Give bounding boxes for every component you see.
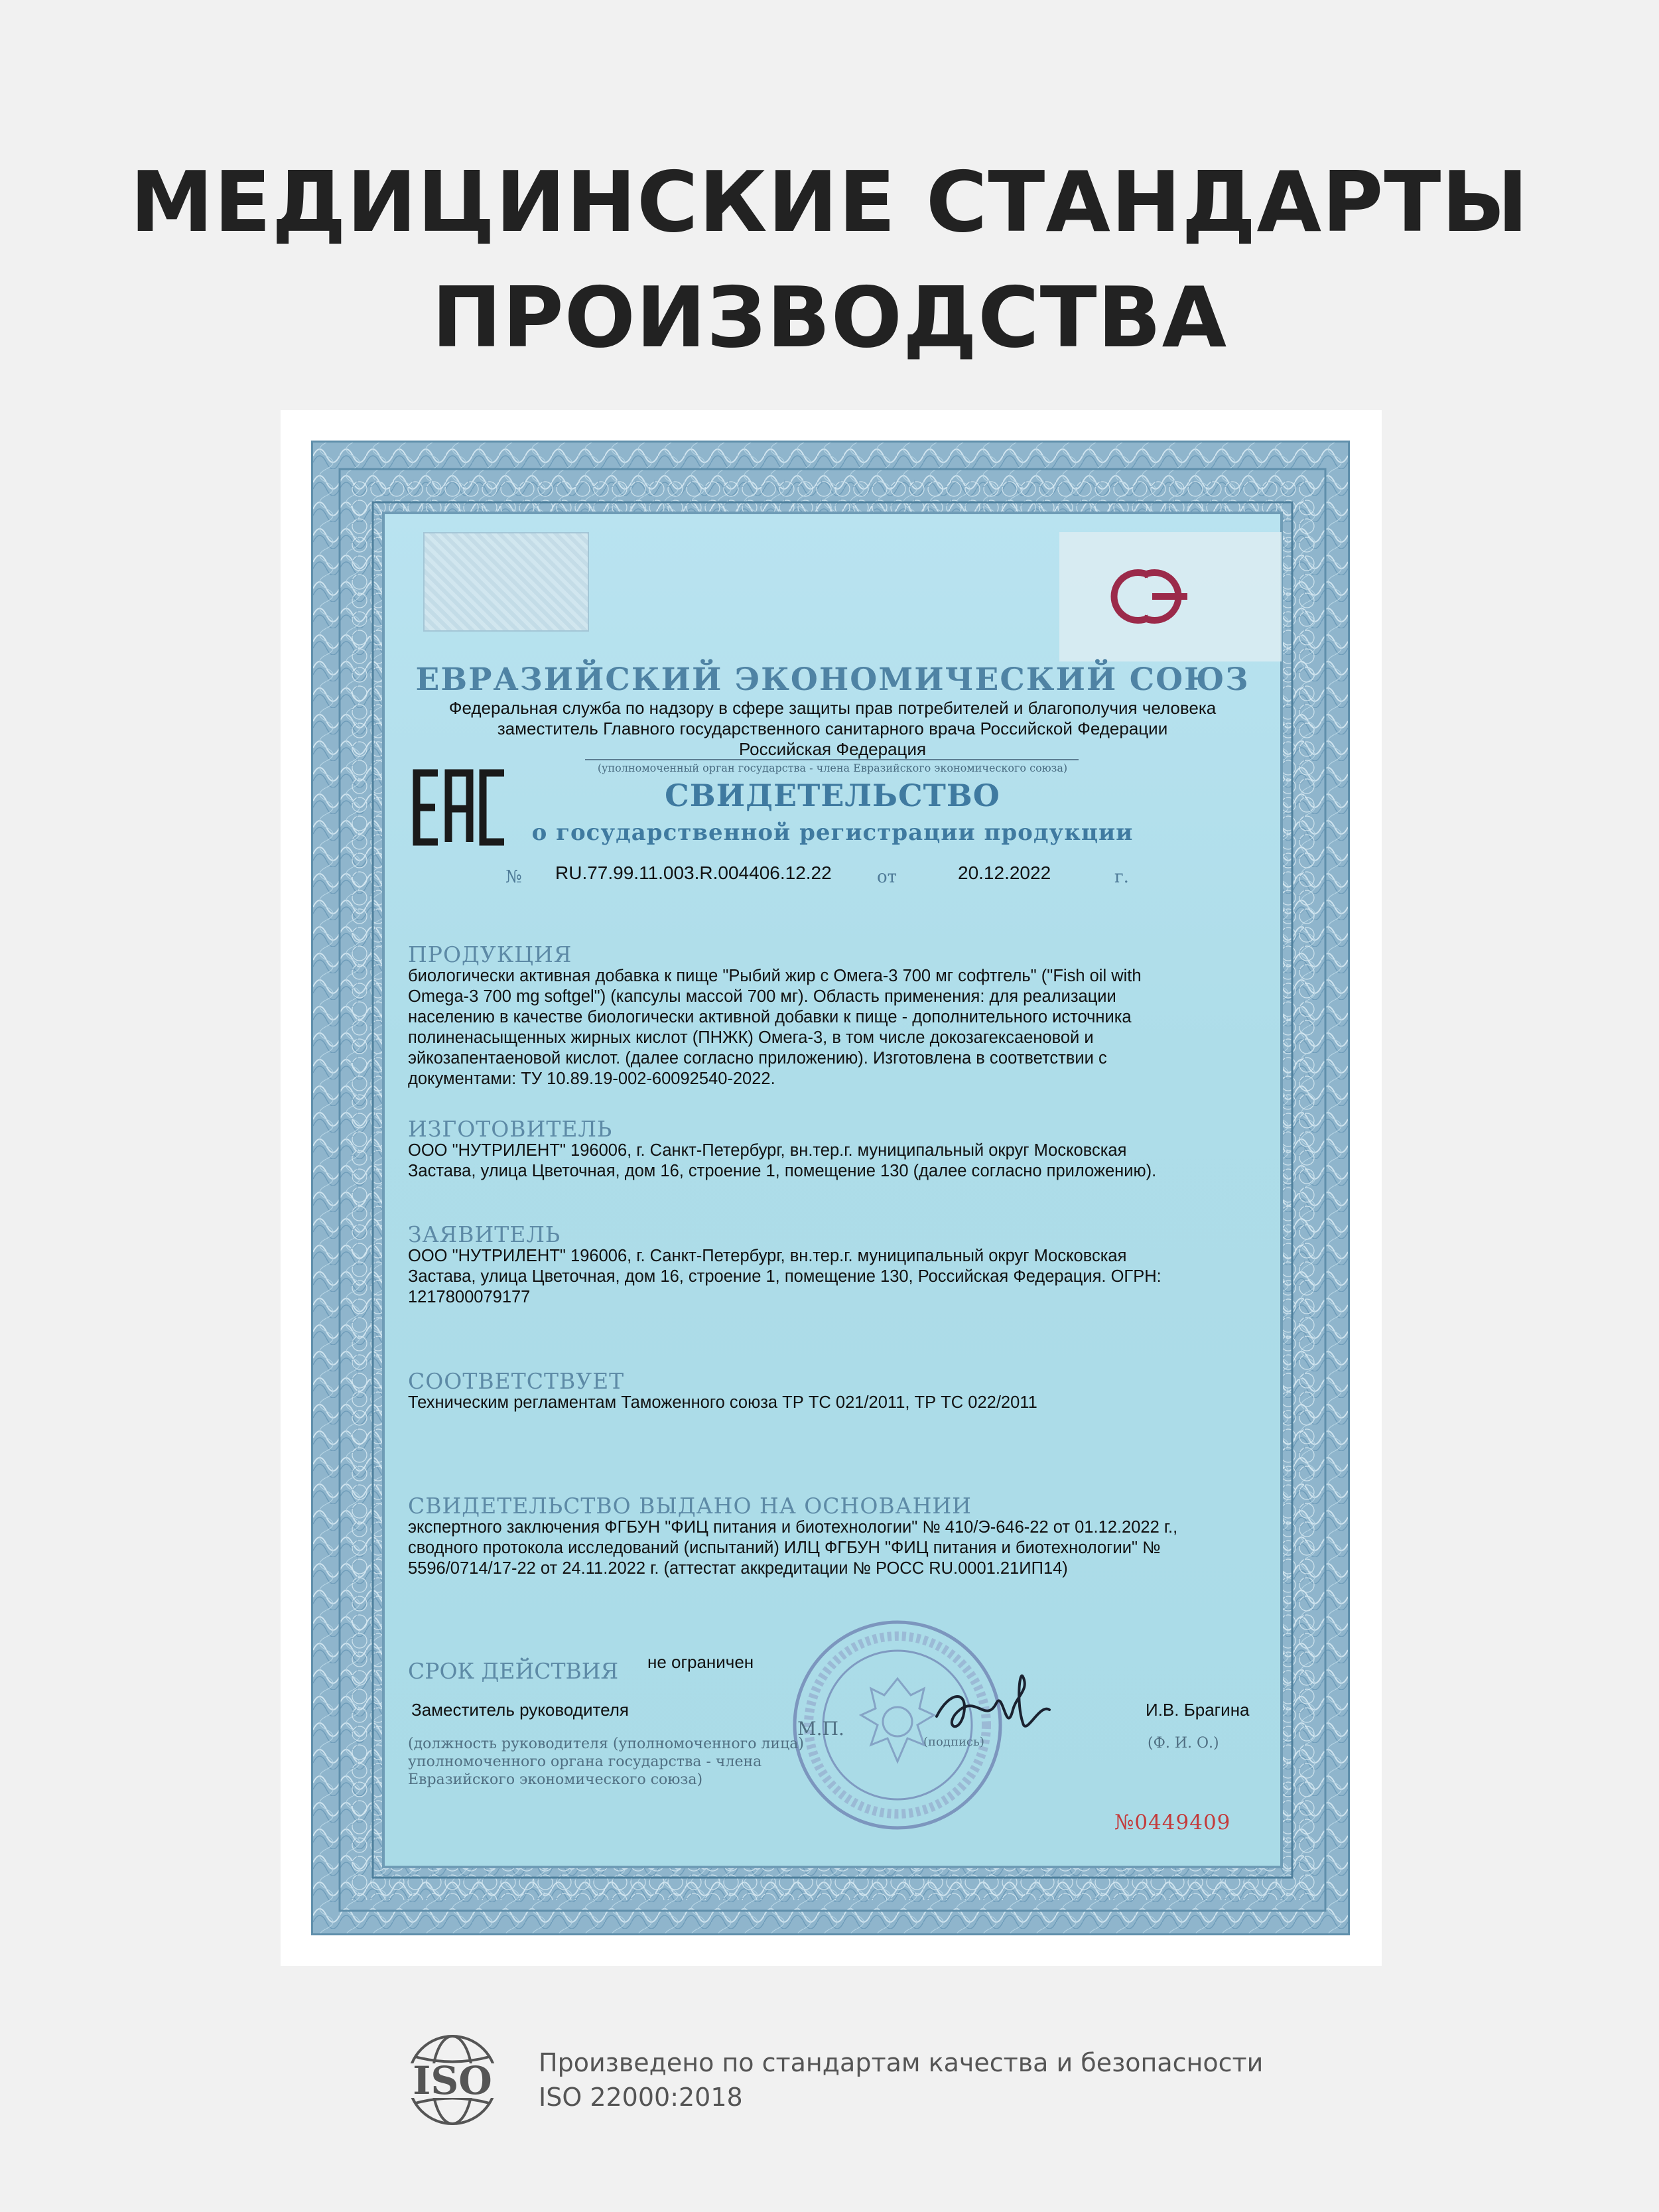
hologram-sticker <box>423 532 589 632</box>
agency-note: (уполномоченный орган государства - члена Евразийского экономического союза) <box>597 762 1068 774</box>
section-applicant <box>408 1223 1270 1308</box>
section-line: Застава, улица Цветочная, дом 16, строение 1, помещение 130, Российская Федерация. ОГРН: <box>408 1267 1161 1286</box>
section-line: Omega-3 700 mg softgel") (капсулы массой 700 мг). Область применения: для реализации <box>408 987 1116 1006</box>
page-headline <box>0 145 1659 376</box>
iso-standard-note <box>539 2045 1263 2114</box>
agency-line: Российская Федерация <box>738 739 927 759</box>
certificate-document <box>311 441 1350 1935</box>
signer-position: Заместитель руководителя <box>411 1700 629 1720</box>
name-caption: (Ф. И. О.) <box>1148 1735 1219 1752</box>
section-product <box>408 943 1270 1089</box>
section-conformity <box>408 1370 1270 1413</box>
validity-value: не ограничен <box>647 1652 754 1672</box>
section-heading: ПРОДУКЦИЯ <box>408 941 572 967</box>
certificate-subtitle: о государственной регистрации продукции <box>531 819 1134 846</box>
section-line: биологически активная добавка к пище "Рыбий жир с Омега-3 700 мг софтгель" ("Fish oil with <box>408 967 1142 985</box>
date-label: от <box>877 867 897 887</box>
agency-divider <box>585 759 1079 760</box>
serial-number: №0449409 <box>1114 1811 1231 1834</box>
section-line: Застава, улица Цветочная, дом 16, строение 1, помещение 130 (далее согласно приложению). <box>408 1162 1157 1180</box>
agency-line: заместитель Главного государственного санитарного врача Российской Федерации <box>497 719 1168 738</box>
customs-union-se-logo-icon <box>1102 563 1202 630</box>
section-line: 5596/0714/17-22 от 24.11.2022 г. (аттестат аккредитации № РОСС RU.0001.21ИП14) <box>408 1559 1068 1578</box>
signer-name: И.В. Брагина <box>1146 1700 1250 1720</box>
section-line: населению в качестве биологически активной добавки к пище - дополнительного источника <box>408 1008 1132 1026</box>
section-line: полиненасыщенных жирных кислот (ПНЖК) Омега-3, в том числе докозагексаеновой и <box>408 1028 1094 1047</box>
certificate-frame <box>281 410 1382 1966</box>
validity-label: СРОК ДЕЙСТВИЯ <box>408 1658 619 1684</box>
section-heading: ИЗГОТОВИТЕЛЬ <box>408 1116 613 1142</box>
headline-line-1: МЕДИЦИНСКИЕ СТАНДАРТЫ <box>130 153 1529 251</box>
iso-logo-text: ISO <box>413 2058 492 2103</box>
seal-place-label: М.П. <box>797 1718 844 1740</box>
section-heading: СООТВЕТСТВУЕТ <box>408 1368 625 1394</box>
headline-line-2: ПРОИЗВОДСТВА <box>431 269 1228 366</box>
section-line: 1217800079177 <box>408 1288 531 1306</box>
union-title: ЕВРАЗИЙСКИЙ ЭКОНОМИЧЕСКИЙ СОЮЗ <box>415 661 1250 698</box>
section-line: ООО "НУТРИЛЕНТ" 196006, г. Санкт-Петербург, вн.тер.г. муниципальный округ Московская <box>408 1141 1127 1160</box>
section-line: сводного протокола исследований (испытаний) ИЛЦ ФГБУН "ФИЦ питания и биотехнологии" № <box>408 1539 1161 1557</box>
registration-number: RU.77.99.11.003.R.004406.12.22 <box>555 863 832 883</box>
iso-standard-code: ISO 22000:2018 <box>539 2083 743 2112</box>
section-line: экспертного заключения ФГБУН "ФИЦ питания и биотехнологии" № 410/Э-646-22 от 01.12.2022 г., <box>408 1518 1178 1537</box>
section-manufacturer <box>408 1118 1270 1182</box>
registration-date: 20.12.2022 <box>958 863 1051 883</box>
section-line: ООО "НУТРИЛЕНТ" 196006, г. Санкт-Петербург, вн.тер.г. муниципальный округ Московская <box>408 1247 1127 1265</box>
signature-caption: (подпись) <box>923 1735 984 1749</box>
position-note: (должность руководителя (уполномоченного лица) уполномоченного органа государства - члена Евразийского экономического союза) <box>408 1736 804 1788</box>
iso-logo-icon <box>393 2030 512 2130</box>
issuing-agency <box>379 698 1286 760</box>
certificate-title: СВИДЕТЕЛЬСТВО <box>665 778 1000 813</box>
number-label: № <box>505 867 522 887</box>
year-suffix: г. <box>1114 867 1129 887</box>
section-line: Техническим регламентам Таможенного союза ТР ТС 021/2011, ТР ТС 022/2011 <box>408 1393 1037 1412</box>
section-line: эйкозапентаеновой кислот. (далее согласно приложению). Изготовлена в соответствии с <box>408 1049 1107 1068</box>
section-basis <box>408 1495 1270 1579</box>
section-heading: СВИДЕТЕЛЬСТВО ВЫДАНО НА ОСНОВАНИИ <box>408 1493 972 1519</box>
agency-line: Федеральная служба по надзору в сфере защиты прав потребителей и благополучия человека <box>448 698 1217 718</box>
section-line: документами: ТУ 10.89.19-002-60092540-2022. <box>408 1070 775 1088</box>
iso-note-line: Произведено по стандартам качества и безопасности <box>539 2048 1264 2077</box>
section-heading: ЗАЯВИТЕЛЬ <box>408 1221 561 1247</box>
